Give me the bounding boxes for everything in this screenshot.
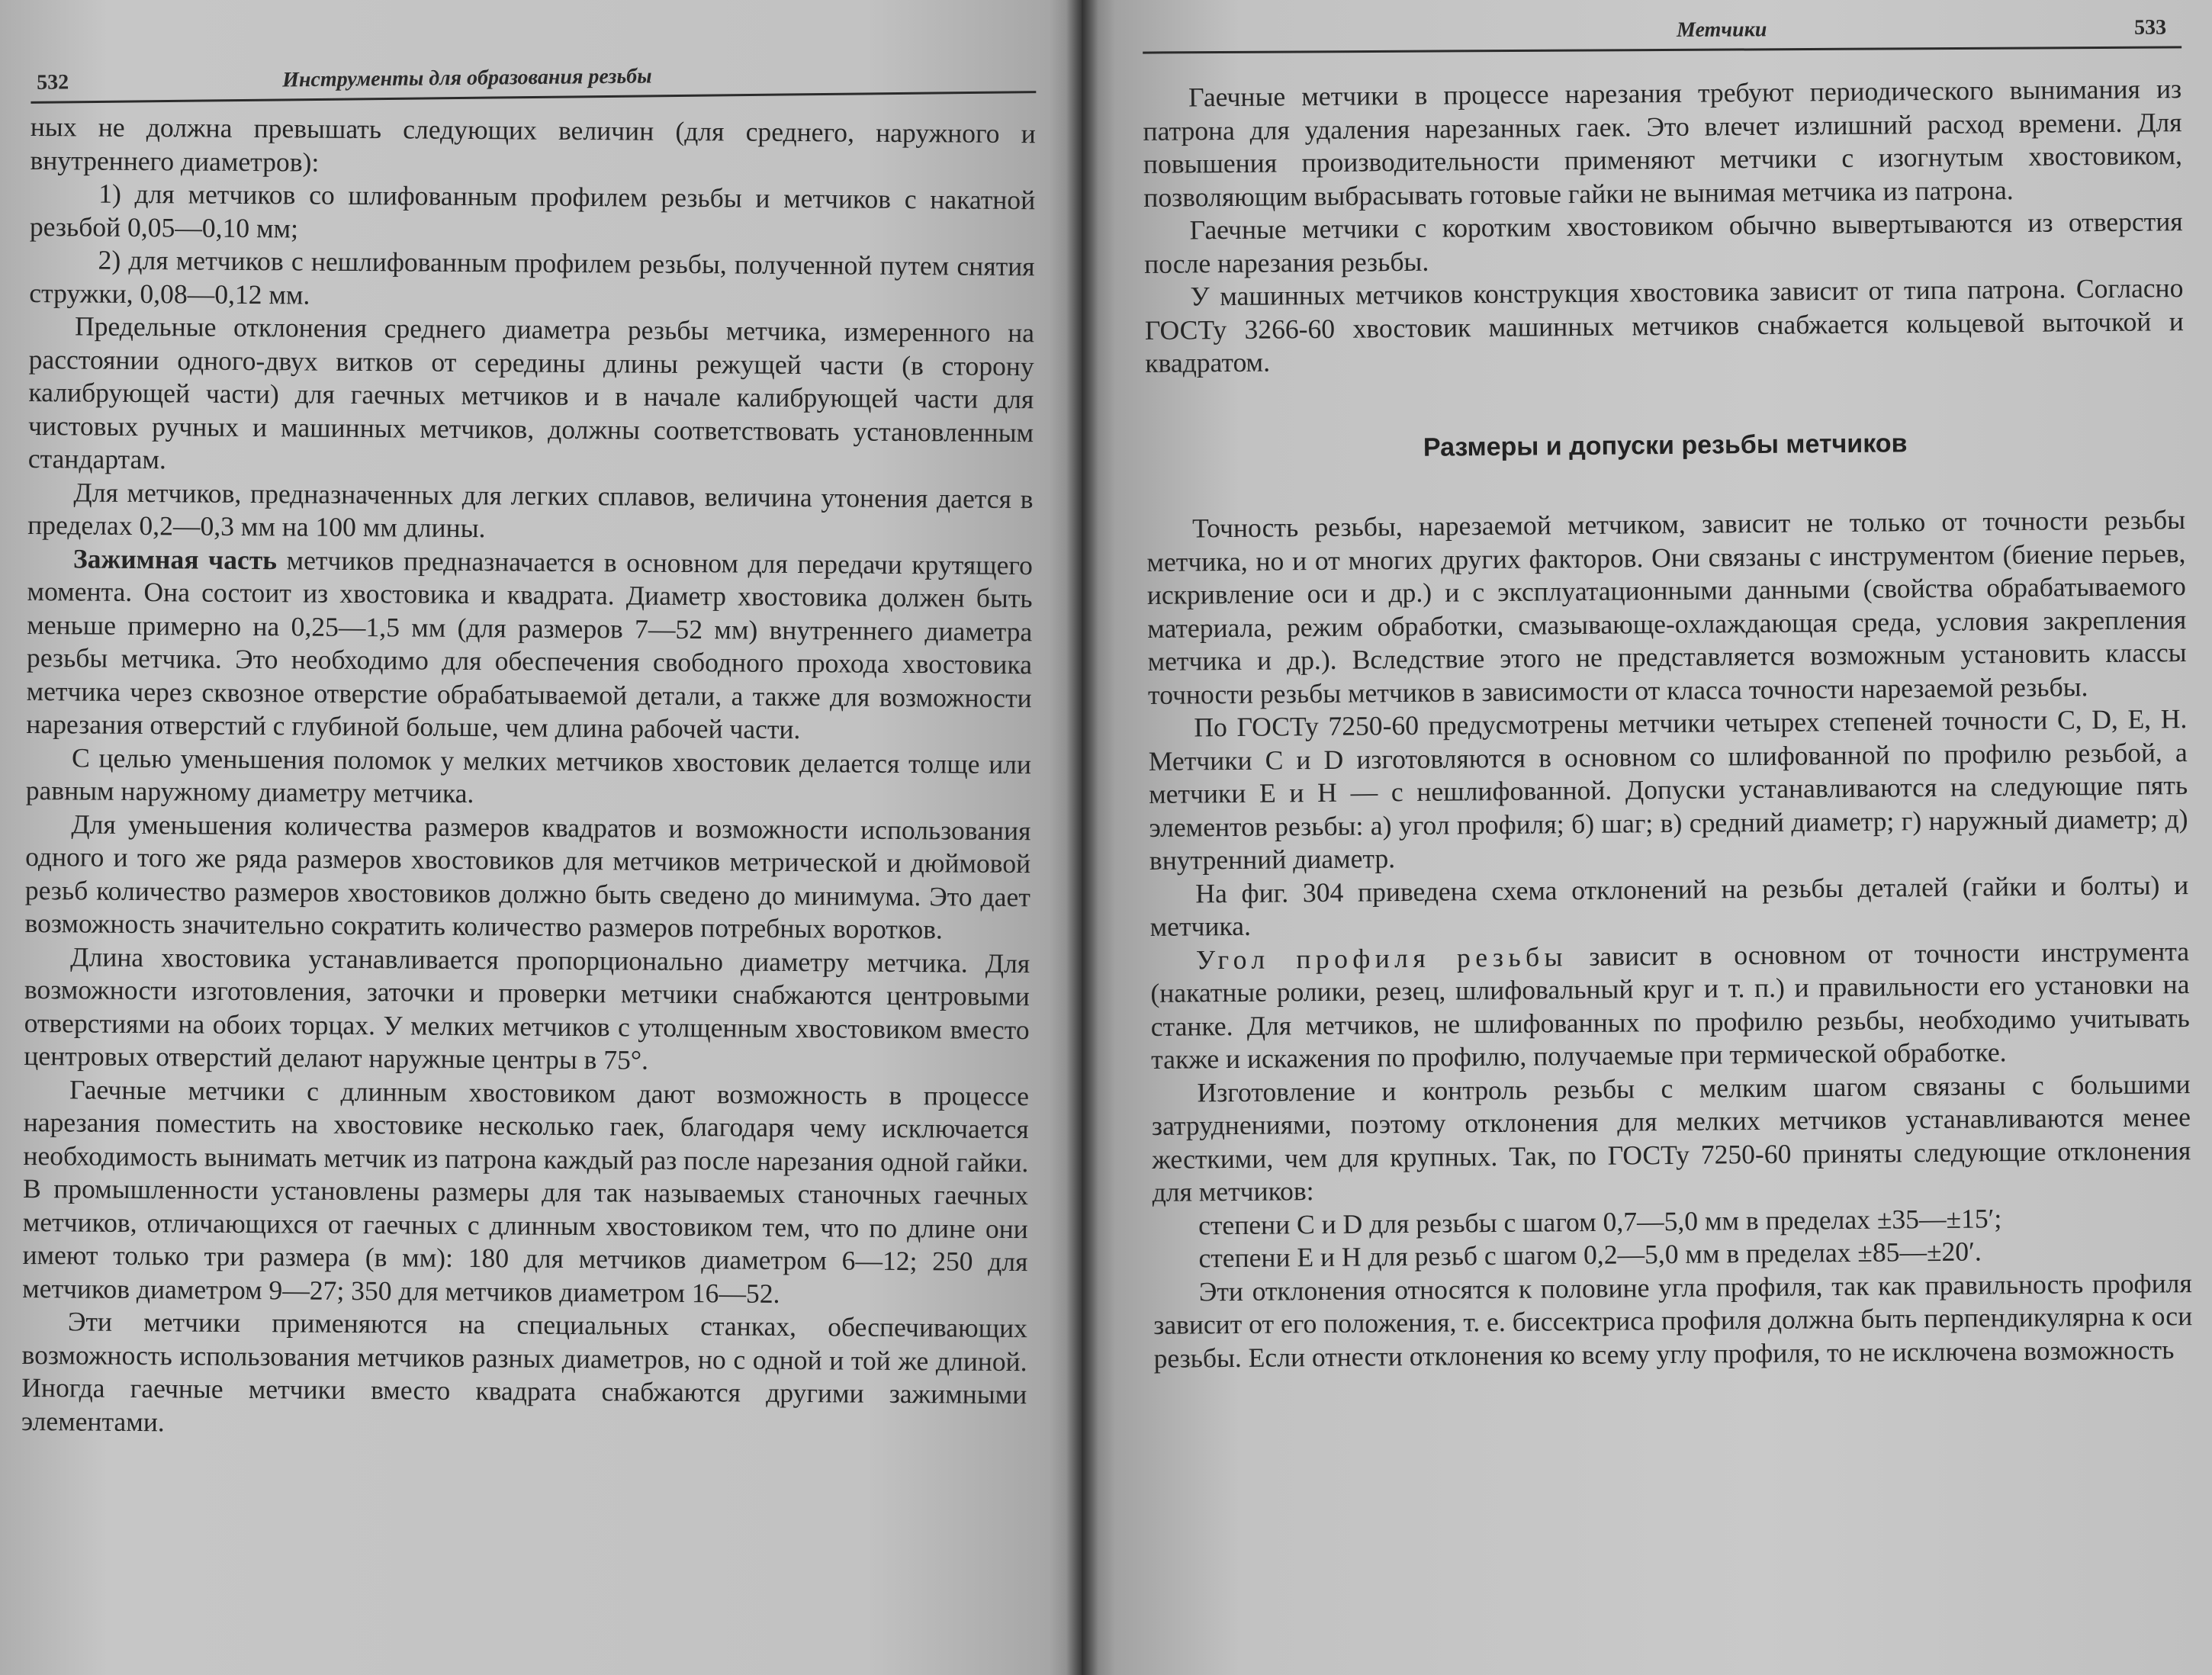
paragraph: Гаечные метчики в процессе нарезания требуют периодического вынимания из патрона для удаления нарезанных гаек. Это влечет излишний расход времени. Для повышения производительности применяют метчики с изогнутым хвостовиком, позволяющим выбрасывать готовые гайки не вынимая метчика из патрона. [1143, 73, 2183, 213]
paragraph: Предельные отклонения среднего диаметра резьбы метчика, измеренного на расстоянии одного-двух витков от середины длины режущей части (в сторону калибрующей части) для гаечных метчиков и в начале калибрующей части для чистовых ручных и машинных метчиков, должны соответствовать установленным стандартам. [27, 310, 1035, 475]
book-gutter-shadow [1066, 0, 1098, 1675]
right-running-title: Метчики [1676, 18, 1767, 42]
left-page-body [21, 111, 1036, 1445]
left-running-title: Инструменты для образования резьбы [281, 64, 652, 92]
paragraph-text: метчиков предназначается в основном для передачи крутящего момента. Она состоит из хвостовика и квадрата. Диаметр хвостовика должен быть меньше примерно на 0,25—1,5 мм (для размеров 7—52 мм) внутреннего диаметра резьбы метчика. Это необходимо для обеспечения свободного прохода хвостовика метчика через сквозное отверстие обрабатываемой детали, а также для возможности нарезания отверстий с глубиной больше, чем длина рабочей части. [26, 544, 1034, 745]
left-page [0, 0, 1082, 1675]
paragraph: Изготовление и контроль резьбы с мелким шагом связаны с большими затруднениями, поэтому отклонения для мелких метчиков устанавливаются менее жесткими, чем для крупных. Так, по ГОСТу 7250-60 приняты следующие отклонения для метчиков: [1151, 1068, 2191, 1207]
paragraph: Для уменьшения количества размеров квадратов и возможности использования одного и того же ряда размеров хвостовиков для метчиков метрической и дюймовой резьб количество размеров хвостовиков должно быть сведено до минимума. Это дает возможность значительно сократить количество размеров потребных воротков. [24, 808, 1031, 945]
paragraph: Эти отклонения относятся к половине угла профиля, так как правильность профиля зависит от его положения, т. е. биссектриса профиля должна быть перпендикулярна к оси резьбы. Если отнести отклонения ко всему углу профиля, то не исключена возможность [1153, 1267, 2193, 1374]
paragraph: Эти метчики применяются на специальных станках, обеспечивающих возможность использования метчиков разных диаметров, но с одной и той же длиной. Иногда гаечные метчики вместо квадрата снабжаются другими зажимными элементами. [21, 1306, 1028, 1437]
paragraph: С целью уменьшения поломок у мелких метчиков хвостовик делается толще или равным наружному диаметру метчика. [25, 741, 1032, 809]
paragraph: Для метчиков, предназначенных для легких сплавов, величина утонения дается в пределах 0,2—0,3 мм на 100 мм длины. [27, 476, 1034, 544]
paragraph: Гаечные метчики с коротким хвостовиком обычно вывертываются из отверстия после нарезания резьбы. [1143, 206, 2183, 279]
paragraph: Гаечные метчики с длинным хвостовиком дают возможность в процессе нарезания поместить на хвостовике несколько гаек, благодаря чему исключается необходимость вынимать метчик из патрона каждый раз после нарезания одной гайки. В промышленности установлены размеры для так называемых станочных гаечных метчиков, отличающихся от гаечных с длинным хвостовиком тем, что по длине они имеют только три размера (в мм): 180 для метчиков диаметром 6—12; 250 для метчиков диаметром 9—27; 350 для метчиков диаметром 16—52. [22, 1073, 1030, 1309]
paragraph: Длина хвостовика устанавливается пропорционально диаметру метчика. Для возможности изготовления, заточки и проверки метчики снабжаются центровыми отверстиями на обоих торцах. У мелких метчиков с утолщенным хвостовиком вместо центровых отверстий делают наружные центры в 75°. [24, 940, 1030, 1075]
term-spaced: Угол профиля резьбы [1195, 940, 1567, 975]
right-page-body [1143, 72, 2193, 1375]
list-item: 2) для метчиков с нешлифованным профилем резьбы, полученной путем снятия стружки, 0,08—0,12 мм. [29, 244, 1035, 310]
left-page-number: 532 [36, 70, 69, 95]
term-bold: Зажимная часть [72, 542, 278, 575]
paragraph: степени E и H для резьб с шагом 0,2—5,0 мм в пределах ±85—±20′. [1198, 1236, 1982, 1274]
paragraph: Точность резьбы, нарезаемой метчиком, зависит не только от точности резьбы метчика, но и от многих других факторов. Они связаны с инструментом (биение перьев, искривление оси и др.) и с эксплуатационными данными (свойства обрабатываемого материала, режим обработки, смазывающе-охлаждающая среда, условия закрепления метчика и др.). Вследствие этого не представляется возможным установить классы точности резьбы метчиков в зависимости от класса точности нарезаемой резьбы. [1146, 504, 2187, 710]
paragraph [1150, 935, 2190, 1077]
paragraph: степени C и D для резьбы с шагом 0,7—5,0 мм в пределах ±35—±15′; [1198, 1202, 2002, 1240]
right-running-head [1143, 0, 2181, 54]
paragraph: По ГОСТу 7250-60 предусмотрены метчики четырех степеней точности C, D, E, H. Метчики C и D изготовляются в основном со шлифованной по профилю резьбой, а метчики E и H — с нешлифованной. Допуски устанавливаются на следующие пять элементов резьбы: а) угол профиля; б) шаг; в) средний диаметр; г) наружный диаметр; д) внутренний диаметр. [1148, 703, 2188, 876]
paragraph: На фиг. 304 приведена схема отклонений на резьбы деталей (гайки и болты) и метчика. [1149, 869, 2189, 942]
list-item: 1) для метчиков со шлифованным профилем резьбы и метчиков с накатной резьбой 0,05—0,10 мм; [29, 178, 1036, 243]
left-running-head [31, 39, 1037, 104]
section-heading: Размеры и допуски резьбы метчиков [1423, 428, 1908, 462]
right-page-number: 533 [2133, 15, 2167, 40]
paragraph-text: зависит в основном от точности инструмента (накатные ролики, резец, шлифовальный круг и т. п.) и правильности его установки на станке. Для метчиков, не шлифованных по профилю резьбы, необходимо учитывать также и искажения по профилю, получаемые при термической обработке. [1150, 935, 2190, 1075]
paragraph [26, 542, 1033, 747]
right-page [1082, 0, 2212, 1675]
paragraph: ных не должна превышать следующих величин (для среднего, наружного и внутреннего диаметров): [30, 111, 1036, 178]
paragraph: У машинных метчиков конструкция хвостовика зависит от типа патрона. Согласно ГОСТу 3266-60 хвостовик машинных метчиков снабжается кольцевой выточкой и квадратом. [1144, 272, 2184, 378]
